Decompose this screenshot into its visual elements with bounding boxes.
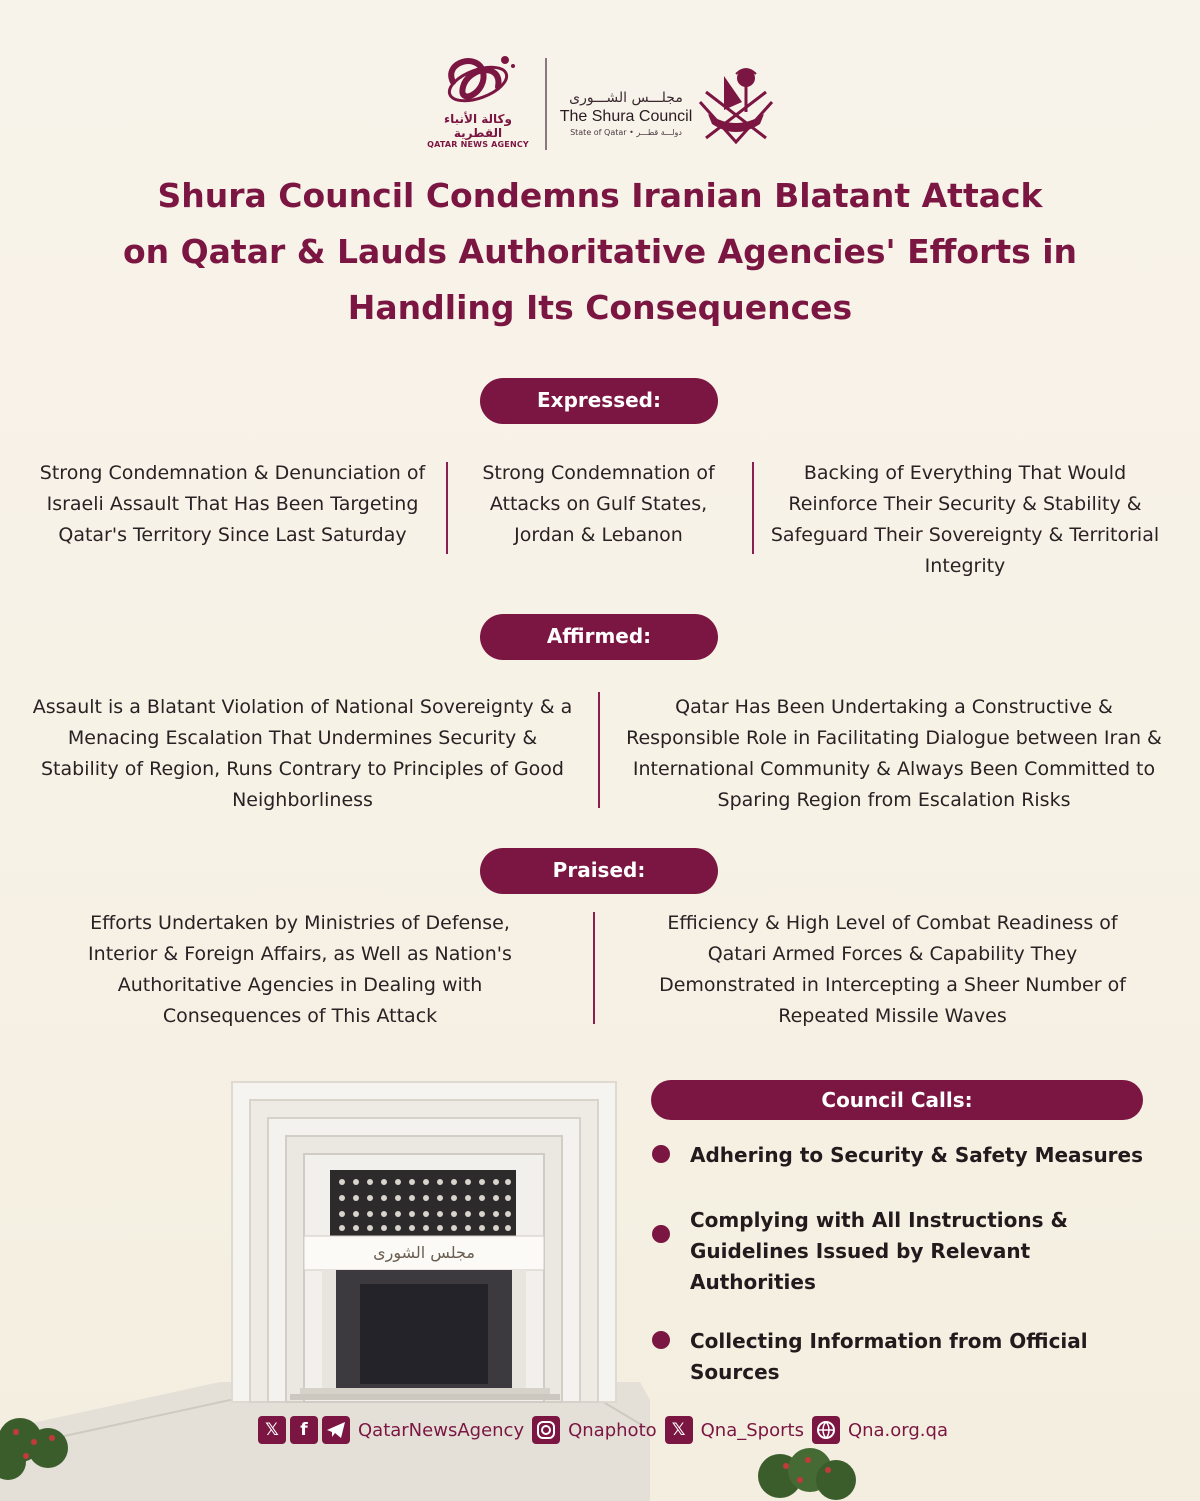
- council-call-text: Adhering to Security & Safety Measures: [690, 1143, 1144, 1167]
- shura-state-name: State of Qatar • دولـــة قطـــر: [570, 128, 682, 137]
- qna-english-name: QATAR NEWS AGENCY: [427, 140, 529, 149]
- flower-bush-image: [756, 1440, 856, 1501]
- council-call-item: [652, 1140, 1152, 1171]
- affirmed-item-2: Qatar Has Been Undertaking a Constructive & Responsible Role in Facilitating Dialogue between Iran & International Community & Always Been Committed to Sparing Region from Escalation Risks: [626, 696, 1162, 811]
- column-divider: [593, 912, 595, 1024]
- affirmed-pill: Affirmed:: [480, 614, 718, 660]
- telegram-icon[interactable]: [322, 1416, 350, 1444]
- headline-line-2: on Qatar & Lauds Authoritative Agencies' Efforts in: [122, 232, 1078, 271]
- globe-icon[interactable]: [812, 1416, 840, 1444]
- shura-english-name: The Shura Council: [559, 108, 693, 125]
- praised-item-2: Efficiency & High Level of Combat Readiness of Qatari Armed Forces & Capability They Demonstrated in Intercepting a Sheer Number of Repeated Missile Waves: [659, 912, 1126, 1027]
- handle-main-link[interactable]: QatarNewsAgency: [358, 1419, 525, 1441]
- council-call-text: Complying with All Instructions & Guidelines Issued by Relevant Authorities: [690, 1208, 1068, 1294]
- handle-photo-link[interactable]: Qnaphoto: [568, 1419, 657, 1441]
- x-icon[interactable]: 𝕏: [258, 1416, 286, 1444]
- column-divider: [446, 462, 448, 554]
- column-divider: [598, 692, 600, 808]
- instagram-icon[interactable]: [532, 1416, 560, 1444]
- headline-line-1: Shura Council Condemns Iranian Blatant Attack: [157, 176, 1043, 215]
- qna-arabic-name: وكالة الأنباء القطرية: [444, 112, 512, 140]
- shura-arabic-name: مجلـــس الشـــورى: [569, 90, 683, 106]
- building-sign: مجلس الشورى: [373, 1243, 475, 1262]
- headline: [100, 168, 1100, 336]
- expressed-pill: Expressed:: [480, 378, 718, 424]
- council-call-text: Collecting Information from Official Sources: [690, 1329, 1088, 1384]
- council-call-item: [652, 1205, 1152, 1298]
- bullet-icon: [652, 1331, 670, 1349]
- praised-item-1: Efforts Undertaken by Ministries of Defense, Interior & Foreign Affairs, as Well as Nation's Authoritative Agencies in Dealing with Consequences of This Attack: [88, 912, 512, 1027]
- council-call-item: [652, 1326, 1152, 1388]
- social-footer: [258, 1412, 956, 1448]
- qatar-emblem-icon: [694, 62, 778, 148]
- council-calls-pill: Council Calls:: [651, 1080, 1143, 1120]
- facebook-icon[interactable]: f: [290, 1416, 318, 1444]
- bullet-icon: [652, 1145, 670, 1163]
- logo-divider: [545, 58, 547, 150]
- qna-emblem-icon: [433, 52, 523, 112]
- website-link[interactable]: Qna.org.qa: [847, 1419, 948, 1441]
- shura-logo-text: [556, 90, 696, 137]
- expressed-item-1: Strong Condemnation & Denunciation of Israeli Assault That Has Been Targeting Qatar's Territory Since Last Saturday: [39, 462, 426, 546]
- affirmed-item-1: Assault is a Blatant Violation of National Sovereignty & a Menacing Escalation That Undermines Security & Stability of Region, Runs Contrary to Principles of Good Neighborliness: [32, 696, 573, 811]
- praised-pill: Praised:: [480, 848, 718, 894]
- headline-line-3: Handling Its Consequences: [347, 288, 853, 327]
- column-divider: [752, 462, 754, 554]
- x-sports-icon[interactable]: 𝕏: [665, 1416, 693, 1444]
- qna-logo: [418, 52, 538, 152]
- expressed-item-2: Strong Condemnation of Attacks on Gulf States, Jordan & Lebanon: [482, 462, 715, 546]
- handle-sports-link[interactable]: Qna_Sports: [700, 1419, 804, 1441]
- bullet-icon: [652, 1225, 670, 1243]
- expressed-item-3: Backing of Everything That Would Reinforce Their Security & Stability & Safeguard Their Sovereignty & Territorial Integrity: [770, 462, 1160, 577]
